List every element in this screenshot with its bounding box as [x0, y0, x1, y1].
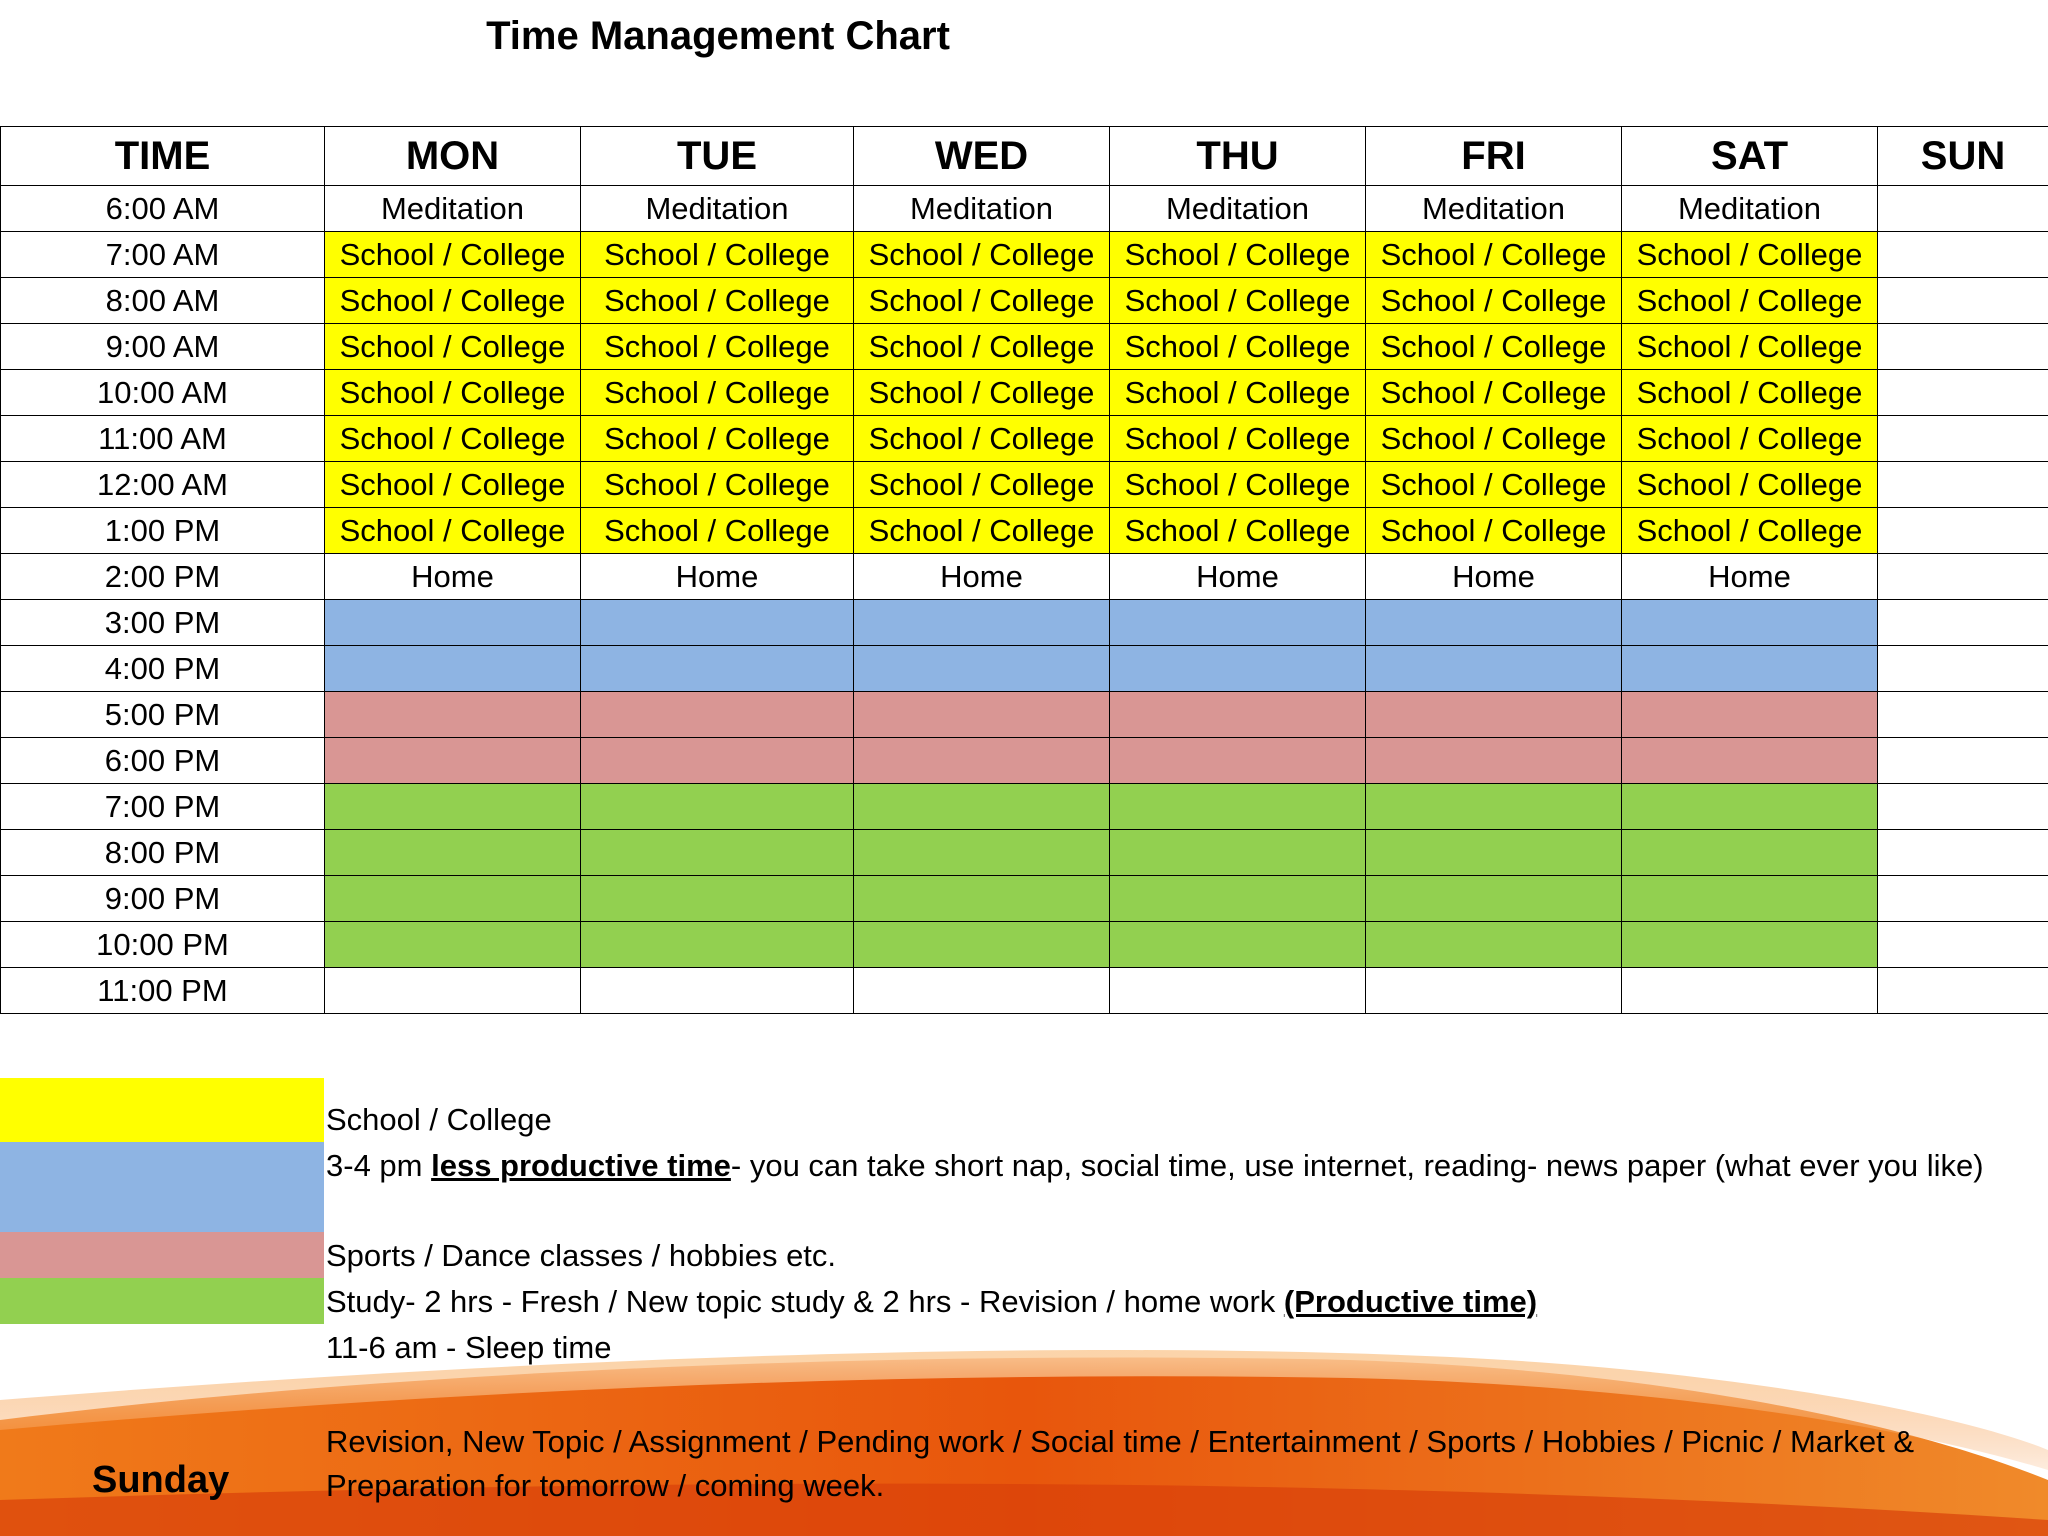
schedule-cell: School / College — [854, 508, 1110, 554]
time-cell: 6:00 PM — [1, 738, 325, 784]
schedule-cell: School / College — [581, 416, 854, 462]
schedule-cell — [854, 968, 1110, 1014]
time-cell: 11:00 PM — [1, 968, 325, 1014]
schedule-cell: School / College — [581, 508, 854, 554]
schedule-cell: School / College — [1622, 232, 1878, 278]
schedule-cell — [1366, 922, 1622, 968]
schedule-cell: School / College — [325, 416, 581, 462]
schedule-cell — [1622, 692, 1878, 738]
schedule-cell — [1110, 922, 1366, 968]
schedule-cell — [1366, 692, 1622, 738]
schedule-cell — [1110, 968, 1366, 1014]
schedule-cell: School / College — [854, 278, 1110, 324]
table-row — [1, 416, 2048, 462]
schedule-cell: School / College — [1622, 462, 1878, 508]
column-header-sat: SAT — [1622, 127, 1878, 186]
schedule-cell — [1366, 830, 1622, 876]
schedule-cell — [325, 876, 581, 922]
schedule-cell — [325, 738, 581, 784]
schedule-cell — [1622, 876, 1878, 922]
legend-swatch-study — [0, 1278, 324, 1324]
table-row — [1, 370, 2048, 416]
time-cell: 11:00 AM — [1, 416, 325, 462]
schedule-cell — [854, 830, 1110, 876]
schedule-cell: School / College — [1622, 370, 1878, 416]
schedule-cell: School / College — [325, 324, 581, 370]
time-cell: 6:00 AM — [1, 186, 325, 232]
schedule-cell: School / College — [581, 278, 854, 324]
schedule-cell: School / College — [325, 508, 581, 554]
column-header-time: TIME — [1, 127, 325, 186]
schedule-cell — [325, 830, 581, 876]
schedule-cell — [1878, 324, 2048, 370]
schedule-cell: Meditation — [325, 186, 581, 232]
schedule-cell — [581, 646, 854, 692]
time-cell: 7:00 PM — [1, 784, 325, 830]
column-header-sun: SUN — [1878, 127, 2048, 186]
schedule-cell: Meditation — [1110, 186, 1366, 232]
time-cell: 9:00 AM — [1, 324, 325, 370]
schedule-cell — [1110, 830, 1366, 876]
legend-swatch-sports — [0, 1232, 324, 1278]
column-header-wed: WED — [854, 127, 1110, 186]
time-cell: 3:00 PM — [1, 600, 325, 646]
schedule-cell: School / College — [1366, 370, 1622, 416]
table-row — [1, 462, 2048, 508]
schedule-cell: Meditation — [1622, 186, 1878, 232]
table-row — [1, 784, 2048, 830]
table-row — [1, 968, 2048, 1014]
legend-less-productive-text: 3-4 pm less productive time- you can take short nap, social time, use internet, reading- news paper (what ever you like) — [326, 1148, 1984, 1183]
time-cell: 8:00 AM — [1, 278, 325, 324]
schedule-cell: School / College — [1366, 508, 1622, 554]
schedule-cell — [1110, 738, 1366, 784]
schedule-cell — [325, 922, 581, 968]
schedule-cell: Meditation — [1366, 186, 1622, 232]
legend-swatch-school — [0, 1078, 324, 1142]
table-row — [1, 876, 2048, 922]
table-header-row — [1, 127, 2048, 186]
schedule-cell — [854, 876, 1110, 922]
column-header-fri: FRI — [1366, 127, 1622, 186]
column-header-tue: TUE — [581, 127, 854, 186]
schedule-cell: School / College — [1366, 232, 1622, 278]
schedule-cell — [1622, 646, 1878, 692]
column-header-thu: THU — [1110, 127, 1366, 186]
schedule-cell: School / College — [1622, 324, 1878, 370]
schedule-cell: School / College — [1366, 416, 1622, 462]
schedule-cell: School / College — [581, 462, 854, 508]
schedule-cell: School / College — [854, 232, 1110, 278]
table-row — [1, 692, 2048, 738]
schedule-cell — [1110, 876, 1366, 922]
time-cell: 4:00 PM — [1, 646, 325, 692]
schedule-cell — [1878, 462, 2048, 508]
schedule-cell — [1878, 922, 2048, 968]
legend-sports-text: Sports / Dance classes / hobbies etc. — [326, 1238, 837, 1273]
schedule-cell — [1366, 784, 1622, 830]
schedule-cell: School / College — [1110, 278, 1366, 324]
page-title: Time Management Chart — [486, 14, 950, 58]
schedule-cell — [1622, 968, 1878, 1014]
schedule-cell — [1110, 646, 1366, 692]
schedule-cell — [1878, 692, 2048, 738]
schedule-cell — [325, 646, 581, 692]
schedule-cell — [1878, 600, 2048, 646]
schedule-cell — [1622, 784, 1878, 830]
schedule-cell: Home — [854, 554, 1110, 600]
schedule-cell: School / College — [1110, 324, 1366, 370]
schedule-cell: School / College — [1110, 462, 1366, 508]
schedule-cell — [854, 784, 1110, 830]
schedule-cell: School / College — [325, 370, 581, 416]
schedule-cell — [1878, 646, 2048, 692]
schedule-cell: Meditation — [581, 186, 854, 232]
time-cell: 1:00 PM — [1, 508, 325, 554]
time-cell: 10:00 PM — [1, 922, 325, 968]
schedule-cell — [581, 968, 854, 1014]
schedule-cell: School / College — [1366, 324, 1622, 370]
schedule-cell — [581, 738, 854, 784]
schedule-cell: Home — [1622, 554, 1878, 600]
legend-sleep-text: 11-6 am - Sleep time — [326, 1330, 612, 1365]
schedule-cell — [581, 922, 854, 968]
table-row — [1, 324, 2048, 370]
time-cell: 10:00 AM — [1, 370, 325, 416]
time-cell: 2:00 PM — [1, 554, 325, 600]
schedule-cell — [581, 784, 854, 830]
schedule-cell — [325, 692, 581, 738]
schedule-cell — [1878, 784, 2048, 830]
table-row — [1, 232, 2048, 278]
time-cell: 8:00 PM — [1, 830, 325, 876]
schedule-cell: School / College — [1110, 416, 1366, 462]
legend-swatch-less-productive — [0, 1142, 324, 1232]
schedule-cell — [1366, 738, 1622, 784]
schedule-cell — [581, 876, 854, 922]
schedule-cell: School / College — [1622, 278, 1878, 324]
schedule-cell — [1622, 830, 1878, 876]
schedule-cell: Home — [1366, 554, 1622, 600]
schedule-cell — [1878, 738, 2048, 784]
schedule-cell: School / College — [581, 370, 854, 416]
schedule-cell — [325, 968, 581, 1014]
schedule-cell — [325, 784, 581, 830]
schedule-cell — [1622, 738, 1878, 784]
schedule-cell: School / College — [1622, 508, 1878, 554]
schedule-cell — [854, 600, 1110, 646]
schedule-cell — [1366, 646, 1622, 692]
schedule-cell: School / College — [1366, 278, 1622, 324]
schedule-cell: School / College — [325, 462, 581, 508]
schedule-cell: School / College — [854, 416, 1110, 462]
sunday-label: Sunday — [92, 1459, 230, 1501]
table-row — [1, 278, 2048, 324]
schedule-cell: School / College — [1110, 370, 1366, 416]
schedule-cell — [1878, 876, 2048, 922]
schedule-cell — [854, 646, 1110, 692]
table-row — [1, 922, 2048, 968]
schedule-cell — [1878, 232, 2048, 278]
schedule-cell — [325, 600, 581, 646]
schedule-cell — [854, 922, 1110, 968]
schedule-cell — [1366, 876, 1622, 922]
schedule-cell: School / College — [1366, 462, 1622, 508]
schedule-cell — [1110, 784, 1366, 830]
schedule-cell — [1878, 830, 2048, 876]
schedule-cell — [1878, 416, 2048, 462]
table-row — [1, 508, 2048, 554]
time-cell: 9:00 PM — [1, 876, 325, 922]
schedule-cell — [1878, 508, 2048, 554]
schedule-cell — [1878, 186, 2048, 232]
sunday-text: Revision, New Topic / Assignment / Pending work / Social time / Entertainment / Sports / Hobbies / Picnic / Market & Preparation for tomorrow / coming week. — [326, 1424, 1914, 1503]
schedule-cell: School / College — [581, 232, 854, 278]
schedule-cell — [1878, 554, 2048, 600]
schedule-cell: School / College — [325, 232, 581, 278]
schedule-cell — [1622, 600, 1878, 646]
table-row — [1, 830, 2048, 876]
schedule-cell — [1878, 968, 2048, 1014]
table-row — [1, 600, 2048, 646]
table-row — [1, 554, 2048, 600]
schedule-cell: School / College — [581, 324, 854, 370]
time-cell: 5:00 PM — [1, 692, 325, 738]
legend-study-text: Study- 2 hrs - Fresh / New topic study & 2 hrs - Revision / home work (Productive time) — [326, 1284, 1538, 1319]
time-cell: 12:00 AM — [1, 462, 325, 508]
schedule-cell — [1366, 600, 1622, 646]
table-row — [1, 738, 2048, 784]
table-row — [1, 646, 2048, 692]
table-row — [1, 186, 2048, 232]
schedule-cell — [1878, 370, 2048, 416]
schedule-cell: School / College — [854, 462, 1110, 508]
schedule-cell — [854, 738, 1110, 784]
schedule-table — [0, 126, 2048, 1014]
schedule-cell — [1110, 600, 1366, 646]
schedule-cell — [1622, 922, 1878, 968]
schedule-cell: School / College — [325, 278, 581, 324]
schedule-cell: School / College — [1110, 232, 1366, 278]
schedule-cell: Home — [1110, 554, 1366, 600]
time-cell: 7:00 AM — [1, 232, 325, 278]
schedule-cell: School / College — [854, 324, 1110, 370]
schedule-cell — [854, 692, 1110, 738]
schedule-cell: School / College — [1622, 416, 1878, 462]
schedule-cell — [581, 830, 854, 876]
schedule-cell: Meditation — [854, 186, 1110, 232]
legend-school-text: School / College — [326, 1102, 552, 1137]
schedule-cell: Home — [325, 554, 581, 600]
schedule-cell — [581, 692, 854, 738]
schedule-cell: Home — [581, 554, 854, 600]
schedule-cell: School / College — [1110, 508, 1366, 554]
schedule-cell — [1110, 692, 1366, 738]
schedule-cell: School / College — [854, 370, 1110, 416]
column-header-mon: MON — [325, 127, 581, 186]
schedule-cell — [1366, 968, 1622, 1014]
schedule-cell — [581, 600, 854, 646]
schedule-cell — [1878, 278, 2048, 324]
